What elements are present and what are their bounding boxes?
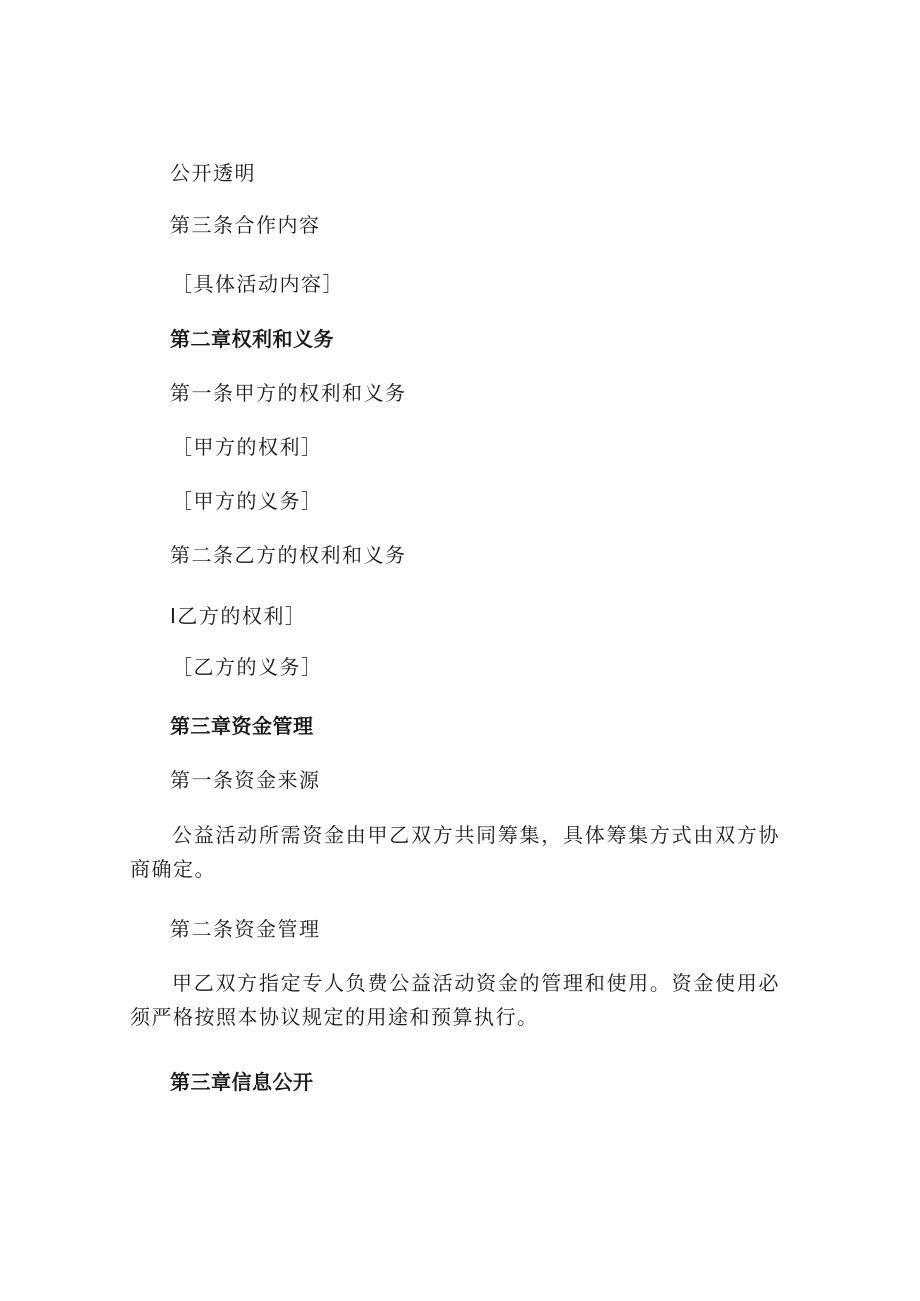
article-title: 第二条乙方的权利和义务 [170, 543, 407, 567]
article-title: 第二条资金管理 [170, 917, 321, 941]
body-paragraph: 公益活动所需资金由甲乙双方共同筹集，具体筹集方式由双方协商确定。 [130, 823, 780, 881]
placeholder-line: ［具体活动内容］ [172, 272, 344, 296]
text-line: 公开透明 [170, 161, 256, 185]
chapter-heading: 第三章资金管理 [170, 714, 314, 738]
placeholder-line: ［甲方的义务］ [172, 489, 323, 513]
placeholder-line: I乙方的权利］ [170, 604, 307, 628]
article-title: 第一条甲方的权利和义务 [170, 381, 407, 405]
article-title: 第三条合作内容 [170, 213, 321, 237]
article-title: 第一条资金来源 [170, 768, 321, 792]
chapter-heading: 第三章信息公开 [170, 1070, 314, 1094]
placeholder-line: ［甲方的权利］ [172, 435, 323, 459]
chapter-heading: 第二章权利和义务 [170, 327, 334, 351]
placeholder-line: ［乙方的义务］ [172, 655, 323, 679]
body-paragraph: 甲乙双方指定专人负费公益活动资金的管理和使用。资金使用必须严格按照本协议规定的用途和预算执行。 [130, 971, 780, 1029]
